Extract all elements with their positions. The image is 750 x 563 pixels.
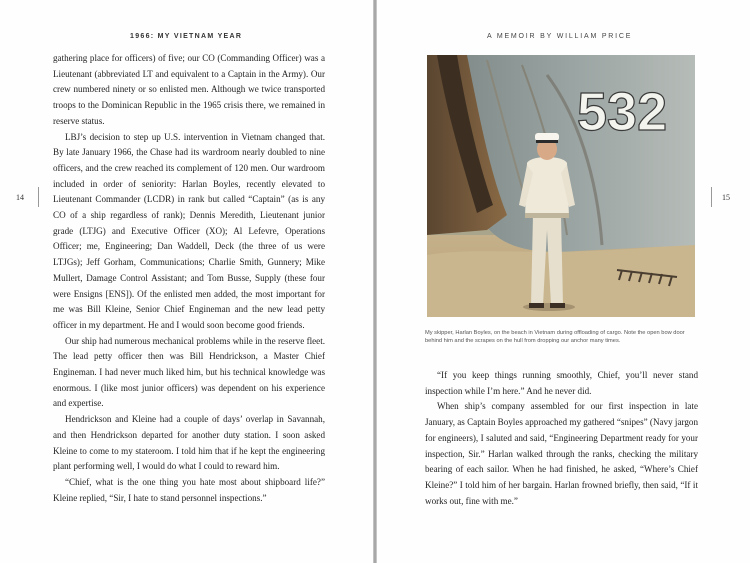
page-number: 14 xyxy=(16,193,24,202)
body-text xyxy=(425,368,698,509)
photo-caption: My skipper, Harlan Boyles, on the beach in Vietnam during offloading of cargo. Note the open bow door behind him and the scrapes on the hull from dropping our anchor many times. xyxy=(425,330,685,345)
folio-rule xyxy=(711,187,712,207)
photo-illustration xyxy=(427,55,695,317)
running-head: A MEMOIR BY WILLIAM PRICE xyxy=(487,33,633,40)
paragraph: Our ship had numerous mechanical problems while in the reserve fleet. The lead petty officer then was Bill Hendrickson, a Master Chief Engineman. I had never much liked him, but his technical knowledge was enormous. I (like most junior officers) was dependent on his experience and expertise. xyxy=(53,335,325,409)
paragraph: “Chief, what is the one thing you hate most about shipboard life?” Kleine replied, “Sir, I hate to stand personnel inspections.” xyxy=(53,476,325,503)
page-number: 15 xyxy=(722,193,730,202)
paragraph: LBJ’s decision to step up U.S. intervention in Vietnam changed that. By late January 1966, the Chase had its wardroom nearly doubled to nine officers, and the crew reached its complement of 120 men. Our wardroom included in order of seniority: Harlan Boyles, recently elevated to Lieutenant Commander (LCDR) in rank but called “Captain” (as is any CO of a ship regardless of rank); Dennis Meredith, Lieutenant junior grade (LTJG) and Executive Officer (XO); Al Lefevre, Operations Officer; me, Engineering; Dan Waddell, Deck (the three of us were LTJGs); Jeff Gorham, Communications; Charlie Smith, Gunnery; Mike Mullert, Damage Control Assistant; and Tom Busse, Supply (these four were Ensigns [ENS]). Of the enlisted men added, the most important for me was Bill Kleine, Senior Chief Engineman and the new lead petty officer in my department. He and I would soon become good friends. xyxy=(53,131,325,330)
paragraph: When ship’s company assembled for our first inspection in late January, as Captain Boyles approached my gathered “snipes” (Navy jargon for engineers), I saluted and said, “Engineering Department ready for your inspection, Sir.” Harlan walked through the ranks, checking the military bearing of each sailor. When he had finished, he asked, “Where’s Chief Kleine?” I told him of her bargain. Harlan frowned briefly, then said, “If it works out, fine with me.” xyxy=(425,401,698,506)
running-head: 1966: MY VIETNAM YEAR xyxy=(130,33,243,40)
ship-photo xyxy=(427,55,695,317)
paragraph: gathering place for officers) of five; our CO (Commanding Officer) was a Lieutenant (abbreviated LT and equivalent to a Captain in the Army). Our crew numbered ninety or so enlisted men. Although we twice transported troops to the Dominican Republic in the 1965 crisis there, we remained in reserve status. xyxy=(53,53,325,126)
hull-number: 532 xyxy=(577,82,668,142)
paragraph: “If you keep things running smoothly, Chief, you’ll never stand inspection while I’m here.” And he never did. xyxy=(425,370,698,396)
folio-rule xyxy=(38,187,39,207)
left-page xyxy=(0,0,373,563)
right-page xyxy=(377,0,750,563)
paragraph: Hendrickson and Kleine had a couple of days’ overlap in Savannah, and then Hendrickson departed for another duty station. I soon asked Kleine to come to my stateroom. I told him that if he kept the engineering plant performing well, I would do what I could to reward him. xyxy=(53,414,325,472)
body-text xyxy=(53,51,325,506)
